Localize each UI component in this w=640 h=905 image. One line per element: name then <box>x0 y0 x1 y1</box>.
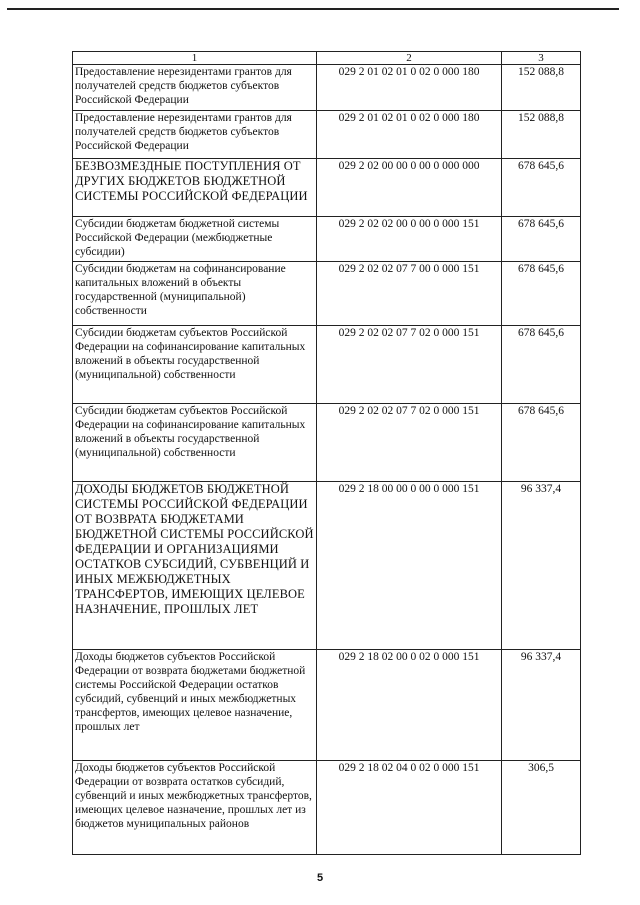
row-amount: 678 645,6 <box>502 262 581 326</box>
row-name: Субсидии бюджетам бюджетной системы Российской Федерации (межбюджетные субсидии) <box>73 217 317 262</box>
row-amount: 678 645,6 <box>502 159 581 217</box>
row-code: 029 2 02 02 00 0 00 0 000 151 <box>317 217 502 262</box>
table-row <box>73 326 581 404</box>
row-name: Субсидии бюджетам субъектов Российской Федерации на софинансирование капитальных вложений в объекты государственной (муниципальной) собственности <box>73 326 317 404</box>
row-code: 029 2 02 02 07 7 02 0 000 151 <box>317 404 502 482</box>
table-row <box>73 650 581 761</box>
table-row <box>73 262 581 326</box>
row-name: БЕЗВОЗМЕЗДНЫЕ ПОСТУПЛЕНИЯ ОТ ДРУГИХ БЮДЖЕТОВ БЮДЖЕТНОЙ СИСТЕМЫ РОССИЙСКОЙ ФЕДЕРАЦИИ <box>73 159 317 217</box>
row-code: 029 2 02 02 07 7 02 0 000 151 <box>317 326 502 404</box>
page-number: 5 <box>316 872 324 884</box>
row-name: Предоставление нерезидентами грантов для получателей средств бюджетов субъектов Российской Федерации <box>73 111 317 159</box>
row-code: 029 2 01 02 01 0 02 0 000 180 <box>317 65 502 111</box>
row-amount: 96 337,4 <box>502 482 581 650</box>
row-name: Доходы бюджетов субъектов Российской Федерации от возврата остатков субсидий, субвенций и иных межбюджетных трансфертов, имеющих целевое назначение, прошлых лет из бюджетов муниципальных районов <box>73 761 317 855</box>
table-row <box>73 159 581 217</box>
row-code: 029 2 18 02 00 0 02 0 000 151 <box>317 650 502 761</box>
table-row <box>73 111 581 159</box>
row-amount: 152 088,8 <box>502 111 581 159</box>
row-name: Доходы бюджетов субъектов Российской Федерации от возврата бюджетами бюджетной системы Российской Федерации остатков субсидий, субвенций и иных межбюджетных трансфертов, имеющих целевое назначение, прошлых лет <box>73 650 317 761</box>
column-header-3: 3 <box>502 52 581 65</box>
row-code: 029 2 18 00 00 0 00 0 000 151 <box>317 482 502 650</box>
row-code: 029 2 18 02 04 0 02 0 000 151 <box>317 761 502 855</box>
top-rule <box>7 8 619 10</box>
column-header-2: 2 <box>317 52 502 65</box>
row-amount: 678 645,6 <box>502 404 581 482</box>
table-row <box>73 65 581 111</box>
row-amount: 306,5 <box>502 761 581 855</box>
row-code: 029 2 02 00 00 0 00 0 000 000 <box>317 159 502 217</box>
row-amount: 678 645,6 <box>502 326 581 404</box>
row-name: ДОХОДЫ БЮДЖЕТОВ БЮДЖЕТНОЙ СИСТЕМЫ РОССИЙСКОЙ ФЕДЕРАЦИИ ОТ ВОЗВРАТА БЮДЖЕТАМИ БЮДЖЕТНОЙ СИСТЕМЫ РОССИЙСКОЙ ФЕДЕРАЦИИ И ОРГАНИЗАЦИЯМИ ОСТАТКОВ СУБСИДИЙ, СУБВЕНЦИЙ И ИНЫХ МЕЖБЮДЖЕТНЫХ ТРАНСФЕРТОВ, ИМЕЮЩИХ ЦЕЛЕВОЕ НАЗНАЧЕНИЕ, ПРОШЛЫХ ЛЕТ <box>73 482 317 650</box>
table-row <box>73 217 581 262</box>
row-name: Предоставление нерезидентами грантов для получателей средств бюджетов субъектов Российской Федерации <box>73 65 317 111</box>
table-row <box>73 482 581 650</box>
row-name: Субсидии бюджетам на софинансирование капитальных вложений в объекты государственной (муниципальной) собственности <box>73 262 317 326</box>
column-header-1: 1 <box>73 52 317 65</box>
row-amount: 96 337,4 <box>502 650 581 761</box>
table-row <box>73 404 581 482</box>
table-row <box>73 761 581 855</box>
row-amount: 678 645,6 <box>502 217 581 262</box>
row-code: 029 2 01 02 01 0 02 0 000 180 <box>317 111 502 159</box>
row-amount: 152 088,8 <box>502 65 581 111</box>
table-header-row <box>73 52 581 65</box>
budget-revenue-table <box>72 51 581 855</box>
row-code: 029 2 02 02 07 7 00 0 000 151 <box>317 262 502 326</box>
row-name: Субсидии бюджетам субъектов Российской Федерации на софинансирование капитальных вложений в объекты государственной (муниципальной) собственности <box>73 404 317 482</box>
